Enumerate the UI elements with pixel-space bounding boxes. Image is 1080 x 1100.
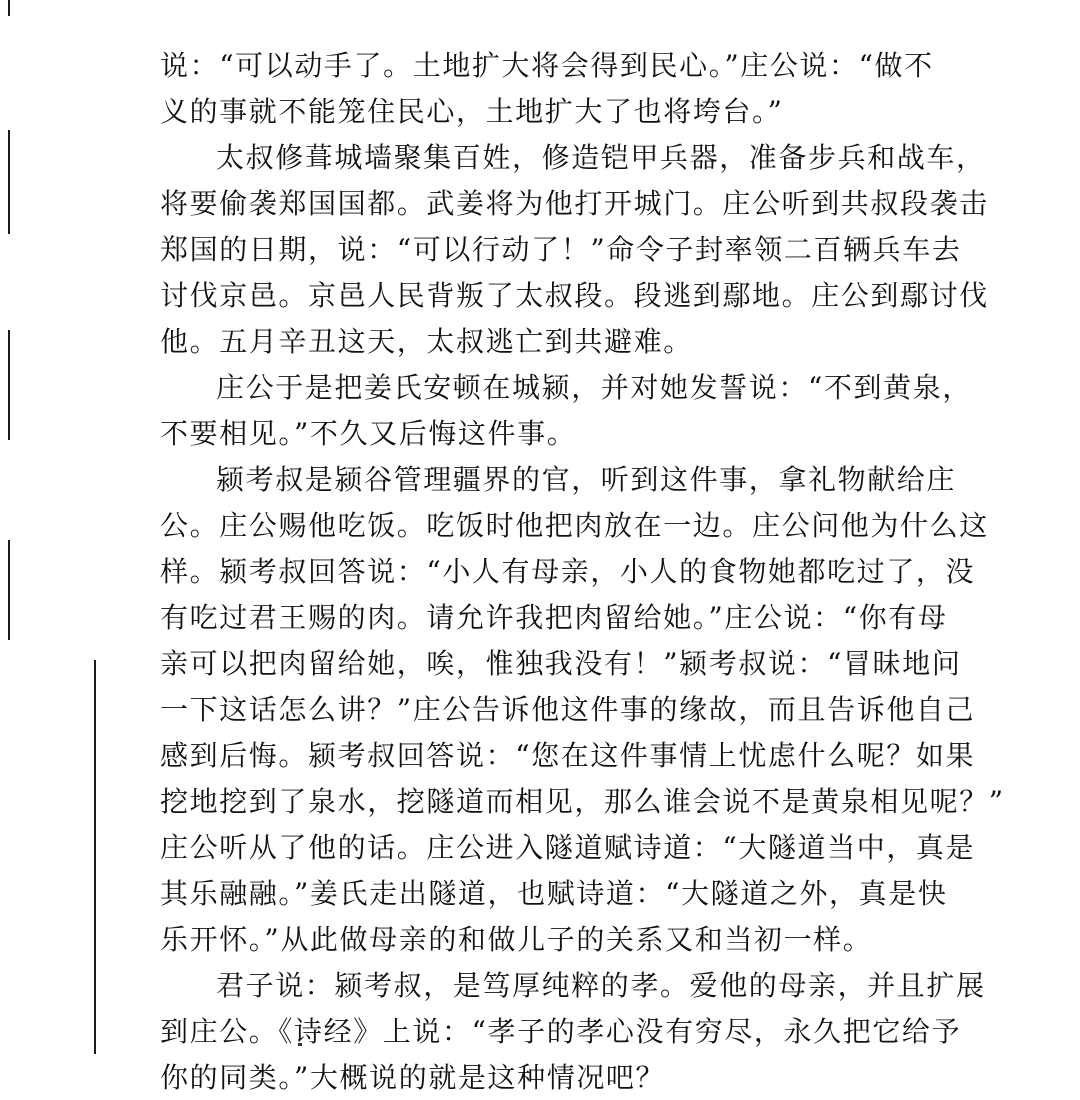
text-line: 乐开怀。”从此做母亲的和做儿子的关系又和当初一样。 <box>160 923 873 956</box>
text-line: 样。颍考叔回答说：“小人有母亲，小人的食物她都吃过了，没 <box>160 555 976 588</box>
text-line: 将要偷袭郑国国都。武姜将为他打开城门。庄公听到共叔段袭击 <box>160 187 989 220</box>
text-line: 君子说：颍考叔，是笃厚纯粹的孝。爱他的母亲，并且扩展 <box>216 969 986 1002</box>
text-line: 他。五月辛丑这天，太叔逃亡到共避难。 <box>160 325 693 358</box>
left-margin-mark-1 <box>8 0 10 16</box>
text-line: 亲可以把肉留给她，唉，惟独我没有！”颍考叔说：“冒昧地问 <box>160 647 962 680</box>
text-line: 说：“可以动手了。土地扩大将会得到民心。”庄公说：“做不 <box>160 49 934 82</box>
left-margin-mark-3 <box>8 330 10 440</box>
text-line: 太叔修葺城墙聚集百姓，修造铠甲兵器，准备步兵和战车， <box>216 141 986 174</box>
text-line: 你的同类。”大概说的就是这种情况吧？ <box>160 1061 666 1094</box>
text-line: 公。庄公赐他吃饭。吃饭时他把肉放在一边。庄公问他为什么这 <box>160 509 989 542</box>
binding-edge-line <box>94 660 96 1054</box>
text-line: 讨伐京邑。京邑人民背叛了太叔段。段逃到鄢地。庄公到鄢讨伐 <box>160 279 989 312</box>
left-margin-mark-2 <box>8 130 10 234</box>
text-line: 感到后悔。颍考叔回答说：“您在这件事情上忧虑什么呢？如果 <box>160 739 976 772</box>
text-line: 有吃过君王赐的肉。请允许我把肉留给她。”庄公说：“你有母 <box>160 601 948 634</box>
text-line: 郑国的日期，说：“可以行动了！”命令子封率领二百辆兵车去 <box>160 233 962 266</box>
text-line: 颍考叔是颍谷管理疆界的官，听到这件事，拿礼物献给庄 <box>216 463 957 496</box>
text-line: 挖地挖到了泉水，挖隧道而相见，那么谁会说不是黄泉相见呢？” <box>160 785 1005 818</box>
text-line: 庄公听从了他的话。庄公进入隧道赋诗道：“大隧道当中，真是 <box>160 831 976 864</box>
text-line: 庄公于是把姜氏安顿在城颍，并对她发誓说：“不到黄泉， <box>216 371 972 404</box>
text-line: 不要相见。”不久又后悔这件事。 <box>160 417 577 450</box>
text-line: 到庄公。《诗经》上说：“孝子的孝心没有穷尽，永久把它给予 <box>160 1015 962 1048</box>
text-line: 一下这话怎么讲？”庄公告诉他这件事的缘故，而且告诉他自己 <box>160 693 976 726</box>
text-line: 义的事就不能笼住民心，土地扩大了也将垮台。” <box>160 95 784 128</box>
text-line: 其乐融融。”姜氏走出隧道，也赋诗道：“大隧道之外，真是快 <box>160 877 948 910</box>
left-margin-mark-4 <box>8 540 10 640</box>
